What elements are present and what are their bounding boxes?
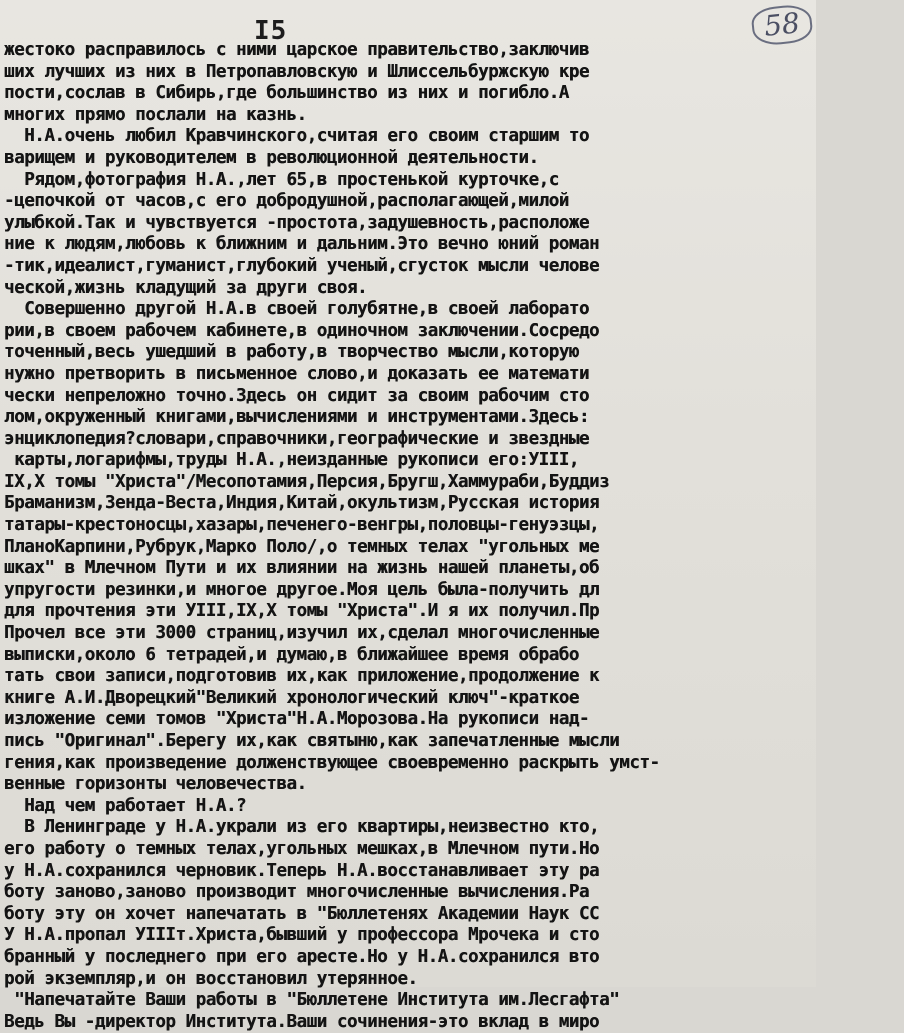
text-line: боту эту он хочет напечатать в "Бюллетенях Академии Наук СС <box>4 903 600 924</box>
text-line: IX,Х томы "Христа"/Месопотамия,Персия,Бругш,Хаммураби,Буддиз <box>4 471 610 492</box>
text-line: выписки,около 6 тетрадей,и думаю,в ближайшее время обрабо <box>4 644 579 665</box>
archive-stamp: 58 <box>750 3 814 47</box>
text-line: -тик,идеалист,гуманист,глубокий ученый,сгусток мысли челове <box>4 255 600 276</box>
text-line: татары-крестоносцы,хазары,печенего-венгры,половцы-генуэзцы, <box>4 515 600 536</box>
text-line: -цепочкой от часов,с его добродушной,располагающей,милой <box>4 191 569 212</box>
text-line: нужно претворить в письменное слово,и доказать ее математи <box>4 363 589 384</box>
text-line: изложение семи томов "Христа"Н.А.Морозова.На рукописи над- <box>4 709 589 730</box>
text-line: тать свои записи,подготовив их,как приложение,продолжение к <box>4 666 600 687</box>
text-line: энциклопедия?словари,справочники,географические и звездные <box>4 428 589 449</box>
text-line: пости,сослав в Сибирь,где большинство из них и погибло.А <box>4 83 569 104</box>
text-line: рой экземпляр,и он восстановил утерянное. <box>4 968 418 989</box>
text-line: чески непреложно точно.Здесь он сидит за своим рабочим сто <box>4 385 589 406</box>
text-line: Совершенно другой Н.А.в своей голубятне,в своей лаборато <box>4 299 589 320</box>
text-line: Над чем работает Н.А.? <box>4 795 247 816</box>
text-line: бранный у последнего при его аресте.Но у Н.А.сохранился вто <box>4 946 600 967</box>
text-line: точенный,весь ушедший в работу,в творчество мысли,которую <box>4 342 579 363</box>
text-line: "Напечатайте Ваши работы в "Бюллетене Института им.Лесгафта" <box>4 990 620 1011</box>
page-number: I5 <box>254 16 288 46</box>
text-line: В Ленинграде у Н.А.украли из его квартиры,неизвестно кто, <box>4 817 600 838</box>
text-line: Рядом,фотография Н.А.,лет 65,в простенькой курточке,с <box>4 169 559 190</box>
text-line: его работу о темных телах,угольных мешках,в Млечном пути.Но <box>4 838 600 859</box>
body-text <box>0 40 904 1033</box>
text-line: Ведь Вы -директор Института.Ваши сочинения-это вклад в миро <box>4 1011 600 1032</box>
text-line: ших лучших из них в Петропавловскую и Шлиссельбуржскую кре <box>4 61 589 82</box>
text-line: рии,в своем рабочем кабинете,в одиночном заключении.Сосредо <box>4 320 600 341</box>
text-line: ние к людям,любовь к ближним и дальним.Это вечно юний роман <box>4 234 600 255</box>
text-line: У Н.А.пропал УIIIт.Христа,бывший у профессора Мрочека и сто <box>4 925 600 946</box>
text-line: боту заново,заново производит многочисленные вычисления.Ра <box>4 882 589 903</box>
text-line: варищем и руководителем в революционной деятельности. <box>4 147 539 168</box>
text-line: Н.А.очень любил Кравчинского,считая его своим старшим то <box>4 126 589 147</box>
text-line: многих прямо послали на казнь. <box>4 104 307 125</box>
text-line: венные горизонты человечества. <box>4 774 307 795</box>
text-line: для прочтения эти УIII,IX,Х томы "Христа".И я их получил.Пр <box>4 601 600 622</box>
text-line: жестоко расправилось с ними царское правительство,заключив <box>4 40 589 60</box>
text-line: карты,логарифмы,труды Н.А.,неизданные рукописи его:УIII, <box>4 450 579 471</box>
text-line: шках" в Млечном Пути и их влиянии на жизнь нашей планеты,об <box>4 558 600 579</box>
text-line: Прочел все эти 3000 страниц,изучил их,сделал многочисленные <box>4 623 600 644</box>
text-line: ПланоКарпини,Рубрук,Марко Поло/,о темных телах "угольных ме <box>4 536 600 557</box>
text-line: улыбкой.Так и чувствуется -простота,задушевность,расположе <box>4 212 589 233</box>
text-line: лом,окруженный книгами,вычислениями и инструментами.Здесь: <box>4 407 589 428</box>
text-line: ческой,жизнь кладущий за други своя. <box>4 277 368 298</box>
text-line: у Н.А.сохранился черновик.Теперь Н.А.восстанавливает эту ра <box>4 860 600 881</box>
text-line: гения,как произведение долженствующее своевременно раскрыть умст- <box>4 752 660 773</box>
text-line: Браманизм,Зенда-Веста,Индия,Китай,окультизм,Русская история <box>4 493 600 514</box>
text-line: книге А.И.Дворецкий"Великий хронологический ключ"-краткое <box>4 687 579 708</box>
text-line: упругости резинки,и многое другое.Моя цель была-получить дл <box>4 579 600 600</box>
text-line: пись "Оригинал".Берегу их,как святыню,как запечатленные мысли <box>4 731 620 751</box>
